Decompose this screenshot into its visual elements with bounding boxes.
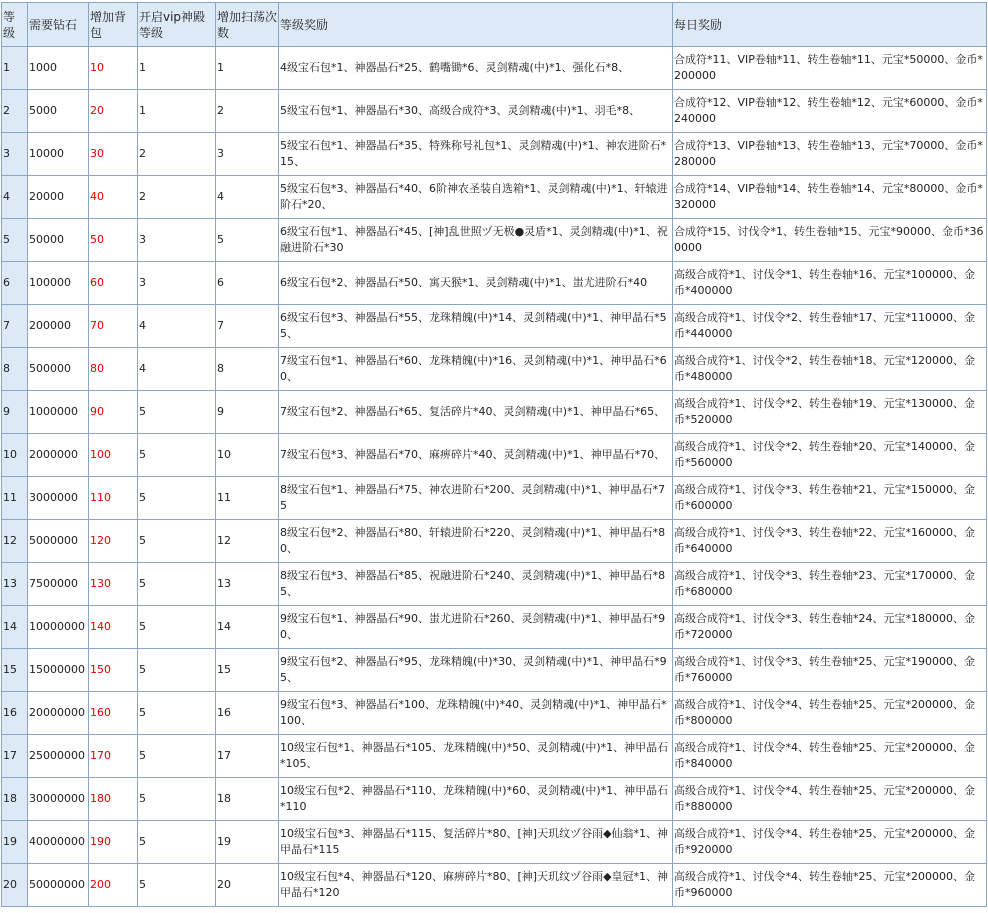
- cell-sweeps: 20: [216, 864, 279, 907]
- cell-diamonds: 200000: [28, 305, 89, 348]
- cell-daily-reward: 高级合成符*1、讨伐令*3、转生卷轴*21、元宝*150000、金币*600000: [673, 477, 987, 520]
- cell-vip-hall: 5: [138, 391, 216, 434]
- cell-daily-reward: 合成符*12、VIP卷轴*12、转生卷轴*12、元宝*60000、金币*240000: [673, 90, 987, 133]
- cell-daily-reward: 高级合成符*1、讨伐令*2、转生卷轴*17、元宝*110000、金币*440000: [673, 305, 987, 348]
- cell-level: 9: [2, 391, 28, 434]
- cell-daily-reward: 合成符*14、VIP卷轴*14、转生卷轴*14、元宝*80000、金币*320000: [673, 176, 987, 219]
- cell-bag: 60: [89, 262, 138, 305]
- table-row: [2, 520, 987, 563]
- cell-level-reward: 8级宝石包*1、神器晶石*75、神农进阶石*200、灵剑精魂(中)*1、神甲晶石*75: [279, 477, 673, 520]
- cell-vip-hall: 5: [138, 477, 216, 520]
- table-row: [2, 348, 987, 391]
- cell-level: 14: [2, 606, 28, 649]
- cell-level-reward: 6级宝石包*2、神器晶石*50、寓天猴*1、灵剑精魂(中)*1、蚩尤进阶石*40: [279, 262, 673, 305]
- cell-diamonds: 50000000: [28, 864, 89, 907]
- cell-bag: 160: [89, 692, 138, 735]
- cell-sweeps: 15: [216, 649, 279, 692]
- cell-daily-reward: 合成符*13、VIP卷轴*13、转生卷轴*13、元宝*70000、金币*280000: [673, 133, 987, 176]
- header-level-reward: 等级奖励: [279, 3, 673, 47]
- cell-diamonds: 20000: [28, 176, 89, 219]
- cell-level: 17: [2, 735, 28, 778]
- cell-vip-hall: 5: [138, 563, 216, 606]
- cell-level: 6: [2, 262, 28, 305]
- table-row: [2, 692, 987, 735]
- cell-level-reward: 10级宝石包*3、神器晶石*115、复活碎片*80、[神]天玑纹ヅ谷雨◆仙翁*1、神甲晶石*115: [279, 821, 673, 864]
- cell-level-reward: 9级宝石包*3、神器晶石*100、龙珠精魄(中)*40、灵剑精魂(中)*1、神甲晶石*100、: [279, 692, 673, 735]
- cell-sweeps: 2: [216, 90, 279, 133]
- cell-daily-reward: 高级合成符*1、讨伐令*3、转生卷轴*25、元宝*190000、金币*760000: [673, 649, 987, 692]
- cell-level-reward: 6级宝石包*3、神器晶石*55、龙珠精魄(中)*14、灵剑精魂(中)*1、神甲晶石*55、: [279, 305, 673, 348]
- cell-vip-hall: 5: [138, 778, 216, 821]
- cell-vip-hall: 5: [138, 606, 216, 649]
- header-diamonds: 需要钻石: [28, 3, 89, 47]
- cell-vip-hall: 5: [138, 735, 216, 778]
- cell-daily-reward: 合成符*11、VIP卷轴*11、转生卷轴*11、元宝*50000、金币*200000: [673, 47, 987, 90]
- cell-sweeps: 16: [216, 692, 279, 735]
- cell-level: 13: [2, 563, 28, 606]
- cell-bag: 150: [89, 649, 138, 692]
- cell-bag: 20: [89, 90, 138, 133]
- cell-daily-reward: 合成符*15、讨伐令*1、转生卷轴*15、元宝*90000、金币*360000: [673, 219, 987, 262]
- cell-daily-reward: 高级合成符*1、讨伐令*4、转生卷轴*25、元宝*200000、金币*840000: [673, 735, 987, 778]
- cell-level-reward: 8级宝石包*3、神器晶石*85、祝融进阶石*240、灵剑精魂(中)*1、神甲晶石*85、: [279, 563, 673, 606]
- cell-level: 12: [2, 520, 28, 563]
- cell-level: 16: [2, 692, 28, 735]
- table-row: [2, 90, 987, 133]
- cell-vip-hall: 3: [138, 262, 216, 305]
- cell-level-reward: 7级宝石包*3、神器晶石*70、麻痹碎片*40、灵剑精魂(中)*1、神甲晶石*70、: [279, 434, 673, 477]
- cell-level-reward: 6级宝石包*1、神器晶石*45、[神]乱世照ヅ无极●灵盾*1、灵剑精魂(中)*1、祝融进阶石*30: [279, 219, 673, 262]
- cell-daily-reward: 高级合成符*1、讨伐令*4、转生卷轴*25、元宝*200000、金币*800000: [673, 692, 987, 735]
- table-row: [2, 821, 987, 864]
- cell-level-reward: 10级宝石包*4、神器晶石*120、麻痹碎片*80、[神]天玑纹ヅ谷雨◆皇冠*1、神甲晶石*120: [279, 864, 673, 907]
- cell-level: 7: [2, 305, 28, 348]
- cell-diamonds: 2000000: [28, 434, 89, 477]
- cell-level: 2: [2, 90, 28, 133]
- cell-diamonds: 10000000: [28, 606, 89, 649]
- cell-bag: 110: [89, 477, 138, 520]
- cell-diamonds: 40000000: [28, 821, 89, 864]
- cell-vip-hall: 5: [138, 864, 216, 907]
- vip-level-table: [1, 2, 987, 907]
- cell-level: 10: [2, 434, 28, 477]
- cell-bag: 40: [89, 176, 138, 219]
- cell-level-reward: 5级宝石包*1、神器晶石*30、高级合成符*3、灵剑精魂(中)*1、羽毛*8、: [279, 90, 673, 133]
- cell-vip-hall: 1: [138, 47, 216, 90]
- cell-level-reward: 4级宝石包*1、神器晶石*25、鹤嘴锄*6、灵剑精魂(中)*1、强化石*8、: [279, 47, 673, 90]
- cell-level: 5: [2, 219, 28, 262]
- cell-sweeps: 6: [216, 262, 279, 305]
- cell-level-reward: 9级宝石包*2、神器晶石*95、龙珠精魄(中)*30、灵剑精魂(中)*1、神甲晶石*95、: [279, 649, 673, 692]
- cell-bag: 170: [89, 735, 138, 778]
- cell-bag: 30: [89, 133, 138, 176]
- cell-diamonds: 50000: [28, 219, 89, 262]
- table-row: [2, 47, 987, 90]
- cell-vip-hall: 5: [138, 649, 216, 692]
- cell-vip-hall: 3: [138, 219, 216, 262]
- cell-diamonds: 7500000: [28, 563, 89, 606]
- cell-sweeps: 13: [216, 563, 279, 606]
- cell-level-reward: 8级宝石包*2、神器晶石*80、轩辕进阶石*220、灵剑精魂(中)*1、神甲晶石*80、: [279, 520, 673, 563]
- table-row: [2, 219, 987, 262]
- cell-vip-hall: 5: [138, 692, 216, 735]
- table-row: [2, 176, 987, 219]
- cell-daily-reward: 高级合成符*1、讨伐令*3、转生卷轴*24、元宝*180000、金币*720000: [673, 606, 987, 649]
- cell-daily-reward: 高级合成符*1、讨伐令*4、转生卷轴*25、元宝*200000、金币*920000: [673, 821, 987, 864]
- table-row: [2, 778, 987, 821]
- cell-daily-reward: 高级合成符*1、讨伐令*3、转生卷轴*23、元宝*170000、金币*680000: [673, 563, 987, 606]
- cell-level: 20: [2, 864, 28, 907]
- cell-sweeps: 1: [216, 47, 279, 90]
- cell-diamonds: 100000: [28, 262, 89, 305]
- cell-bag: 120: [89, 520, 138, 563]
- header-bag: 增加背包: [89, 3, 138, 47]
- table-row: [2, 864, 987, 907]
- cell-bag: 90: [89, 391, 138, 434]
- cell-daily-reward: 高级合成符*1、讨伐令*1、转生卷轴*16、元宝*100000、金币*400000: [673, 262, 987, 305]
- cell-bag: 70: [89, 305, 138, 348]
- cell-sweeps: 9: [216, 391, 279, 434]
- table-row: [2, 649, 987, 692]
- cell-sweeps: 14: [216, 606, 279, 649]
- cell-level: 19: [2, 821, 28, 864]
- cell-bag: 140: [89, 606, 138, 649]
- cell-bag: 100: [89, 434, 138, 477]
- cell-vip-hall: 4: [138, 348, 216, 391]
- cell-sweeps: 4: [216, 176, 279, 219]
- table-row: [2, 477, 987, 520]
- cell-sweeps: 17: [216, 735, 279, 778]
- table-body: [2, 47, 987, 907]
- cell-sweeps: 5: [216, 219, 279, 262]
- cell-diamonds: 25000000: [28, 735, 89, 778]
- cell-level-reward: 7级宝石包*2、神器晶石*65、复活碎片*40、灵剑精魂(中)*1、神甲晶石*65、: [279, 391, 673, 434]
- cell-vip-hall: 4: [138, 305, 216, 348]
- cell-level: 11: [2, 477, 28, 520]
- cell-sweeps: 8: [216, 348, 279, 391]
- table-row: [2, 563, 987, 606]
- cell-level-reward: 9级宝石包*1、神器晶石*90、蚩尤进阶石*260、灵剑精魂(中)*1、神甲晶石*90、: [279, 606, 673, 649]
- cell-vip-hall: 5: [138, 520, 216, 563]
- header-level: 等级: [2, 3, 28, 47]
- cell-diamonds: 1000: [28, 47, 89, 90]
- cell-vip-hall: 5: [138, 821, 216, 864]
- header-vip-hall: 开启vip神殿等级: [138, 3, 216, 47]
- cell-diamonds: 20000000: [28, 692, 89, 735]
- cell-daily-reward: 高级合成符*1、讨伐令*2、转生卷轴*18、元宝*120000、金币*480000: [673, 348, 987, 391]
- cell-diamonds: 3000000: [28, 477, 89, 520]
- cell-diamonds: 30000000: [28, 778, 89, 821]
- cell-vip-hall: 2: [138, 176, 216, 219]
- cell-diamonds: 5000000: [28, 520, 89, 563]
- cell-diamonds: 5000: [28, 90, 89, 133]
- header-sweeps: 增加扫荡次数: [216, 3, 279, 47]
- cell-daily-reward: 高级合成符*1、讨伐令*4、转生卷轴*25、元宝*200000、金币*960000: [673, 864, 987, 907]
- cell-level: 1: [2, 47, 28, 90]
- cell-sweeps: 3: [216, 133, 279, 176]
- cell-level-reward: 7级宝石包*1、神器晶石*60、龙珠精魄(中)*16、灵剑精魂(中)*1、神甲晶石*60、: [279, 348, 673, 391]
- header-row: [2, 3, 987, 47]
- cell-level-reward: 5级宝石包*3、神器晶石*40、6阶神农圣装自选箱*1、灵剑精魂(中)*1、轩辕进阶石*20、: [279, 176, 673, 219]
- cell-bag: 80: [89, 348, 138, 391]
- cell-diamonds: 1000000: [28, 391, 89, 434]
- cell-sweeps: 12: [216, 520, 279, 563]
- cell-diamonds: 10000: [28, 133, 89, 176]
- cell-level-reward: 10级宝石包*2、神器晶石*110、龙珠精魄(中)*60、灵剑精魂(中)*1、神甲晶石*110: [279, 778, 673, 821]
- cell-bag: 180: [89, 778, 138, 821]
- cell-level: 15: [2, 649, 28, 692]
- table-row: [2, 262, 987, 305]
- cell-level-reward: 5级宝石包*1、神器晶石*35、特殊称号礼包*1、灵剑精魂(中)*1、神农进阶石*15、: [279, 133, 673, 176]
- header-daily-reward: 每日奖励: [673, 3, 987, 47]
- table-row: [2, 606, 987, 649]
- cell-daily-reward: 高级合成符*1、讨伐令*4、转生卷轴*25、元宝*200000、金币*880000: [673, 778, 987, 821]
- table-row: [2, 391, 987, 434]
- cell-level: 4: [2, 176, 28, 219]
- cell-sweeps: 7: [216, 305, 279, 348]
- cell-vip-hall: 5: [138, 434, 216, 477]
- cell-level: 8: [2, 348, 28, 391]
- table-row: [2, 305, 987, 348]
- cell-daily-reward: 高级合成符*1、讨伐令*2、转生卷轴*19、元宝*130000、金币*520000: [673, 391, 987, 434]
- cell-sweeps: 18: [216, 778, 279, 821]
- cell-daily-reward: 高级合成符*1、讨伐令*2、转生卷轴*20、元宝*140000、金币*560000: [673, 434, 987, 477]
- table-row: [2, 133, 987, 176]
- cell-bag: 10: [89, 47, 138, 90]
- cell-sweeps: 19: [216, 821, 279, 864]
- cell-vip-hall: 2: [138, 133, 216, 176]
- cell-level: 3: [2, 133, 28, 176]
- cell-level: 18: [2, 778, 28, 821]
- cell-vip-hall: 1: [138, 90, 216, 133]
- cell-sweeps: 10: [216, 434, 279, 477]
- table-row: [2, 434, 987, 477]
- table-row: [2, 735, 987, 778]
- cell-diamonds: 15000000: [28, 649, 89, 692]
- cell-sweeps: 11: [216, 477, 279, 520]
- cell-bag: 130: [89, 563, 138, 606]
- cell-bag: 190: [89, 821, 138, 864]
- cell-diamonds: 500000: [28, 348, 89, 391]
- cell-daily-reward: 高级合成符*1、讨伐令*3、转生卷轴*22、元宝*160000、金币*640000: [673, 520, 987, 563]
- cell-level-reward: 10级宝石包*1、神器晶石*105、龙珠精魄(中)*50、灵剑精魂(中)*1、神甲晶石*105、: [279, 735, 673, 778]
- cell-bag: 50: [89, 219, 138, 262]
- cell-bag: 200: [89, 864, 138, 907]
